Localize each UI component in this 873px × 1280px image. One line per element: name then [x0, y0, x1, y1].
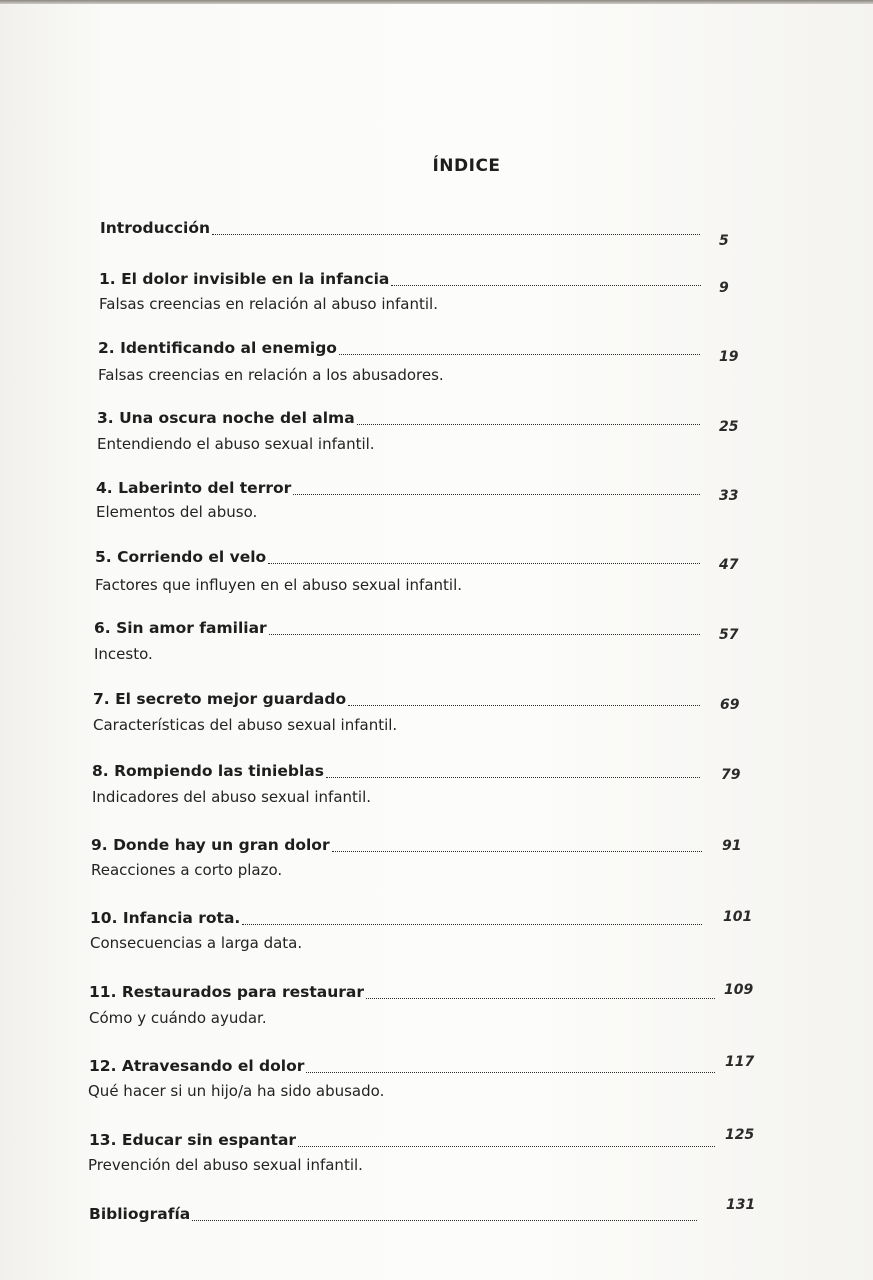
toc-entry-row — [93, 688, 704, 710]
toc-entry-row — [89, 1055, 719, 1077]
toc-page-number: 25 — [719, 419, 739, 435]
dot-leader — [192, 1219, 697, 1221]
toc-entry-subtitle: Factores que influyen en el abuso sexual infantil. — [95, 576, 463, 594]
toc-entry-title: 10. Infancia rota. — [90, 909, 241, 927]
dot-leader — [306, 1071, 715, 1073]
toc-entry-row — [89, 1203, 701, 1225]
toc-entry-subtitle: Incesto. — [94, 645, 153, 663]
toc-entry-subtitle: Elementos del abuso. — [96, 503, 258, 521]
toc-entry-subtitle: Características del abuso sexual infantil. — [93, 716, 398, 734]
dot-leader — [269, 633, 700, 635]
toc-entry-subtitle: Consecuencias a larga data. — [90, 934, 303, 952]
dot-leader — [348, 704, 700, 706]
toc-page-number: 69 — [720, 697, 740, 713]
toc-entry-subtitle: Cómo y cuándo ayudar. — [89, 1009, 267, 1027]
toc-page-number: 9 — [719, 280, 729, 296]
toc-entry-title: 8. Rompiendo las tinieblas — [92, 762, 324, 780]
toc-entry-title: 12. Atravesando el dolor — [89, 1057, 305, 1075]
toc-entry-row — [97, 407, 704, 429]
toc-page-number: 33 — [719, 488, 739, 504]
toc-entry-subtitle: Entendiendo el abuso sexual infantil. — [97, 435, 375, 453]
toc-entry-row — [91, 834, 706, 856]
toc-entry-title: 6. Sin amor familiar — [94, 619, 267, 637]
toc-entry-title: 11. Restaurados para restaurar — [89, 983, 364, 1001]
dot-leader — [339, 353, 700, 355]
toc-entry-title: Introducción — [100, 219, 211, 237]
toc-entry-row — [89, 1129, 719, 1151]
toc-entry-subtitle: Falsas creencias en relación a los abusadores. — [98, 366, 444, 384]
toc-entry-title: 5. Corriendo el velo — [95, 548, 267, 566]
toc-entry-title: 9. Donde hay un gran dolor — [91, 836, 330, 854]
dot-leader — [326, 776, 700, 778]
toc-entry-title: 4. Laberinto del terror — [96, 479, 292, 497]
toc-entry-subtitle: Falsas creencias en relación al abuso infantil. — [99, 295, 438, 313]
dot-leader — [212, 233, 700, 235]
toc-entry-row — [89, 981, 719, 1003]
dot-leader — [242, 923, 702, 925]
toc-page-number: 57 — [719, 627, 739, 643]
toc-entry-row — [96, 477, 704, 499]
toc-entry-row — [99, 268, 705, 290]
toc-page-number: 109 — [724, 982, 754, 998]
toc-entry-subtitle: Qué hacer si un hijo/a ha sido abusado. — [88, 1082, 385, 1100]
toc-page-number: 79 — [721, 767, 741, 783]
toc-page-number: 101 — [723, 909, 753, 925]
toc-entry-subtitle: Prevención del abuso sexual infantil. — [88, 1156, 363, 1174]
dot-leader — [366, 997, 715, 999]
toc-entry-row — [92, 760, 704, 782]
page-title: ÍNDICE — [432, 156, 501, 176]
toc-entry-title: 1. El dolor invisible en la infancia — [99, 270, 390, 288]
toc-entry-title: 3. Una oscura noche del alma — [97, 409, 355, 427]
toc-page-number: 131 — [726, 1197, 756, 1213]
toc-entry-title: 2. Identificando al enemigo — [98, 339, 337, 357]
toc-page-number: 91 — [722, 838, 742, 854]
toc-entry-subtitle: Indicadores del abuso sexual infantil. — [92, 788, 372, 806]
toc-page-number: 117 — [725, 1054, 755, 1070]
dot-leader — [357, 423, 700, 425]
toc-entry-row — [100, 217, 704, 239]
toc-page-number: 5 — [719, 233, 729, 249]
toc-entry-row — [90, 907, 706, 929]
dot-leader — [298, 1145, 715, 1147]
toc-entry-subtitle: Reacciones a corto plazo. — [91, 861, 283, 879]
toc-entry-row — [95, 546, 704, 568]
toc-entry-row — [94, 617, 704, 639]
toc-page-number: 125 — [725, 1127, 755, 1143]
toc-page-number: 47 — [719, 557, 739, 573]
dot-leader — [332, 850, 702, 852]
toc-entry-title: 7. El secreto mejor guardado — [93, 690, 347, 708]
toc-entry-title: 13. Educar sin espantar — [89, 1131, 297, 1149]
toc-page-number: 19 — [719, 349, 739, 365]
toc-entry-row — [98, 337, 704, 359]
dot-leader — [391, 284, 701, 286]
toc-entry-title: Bibliografía — [89, 1205, 191, 1223]
dot-leader — [293, 493, 700, 495]
dot-leader — [268, 562, 700, 564]
